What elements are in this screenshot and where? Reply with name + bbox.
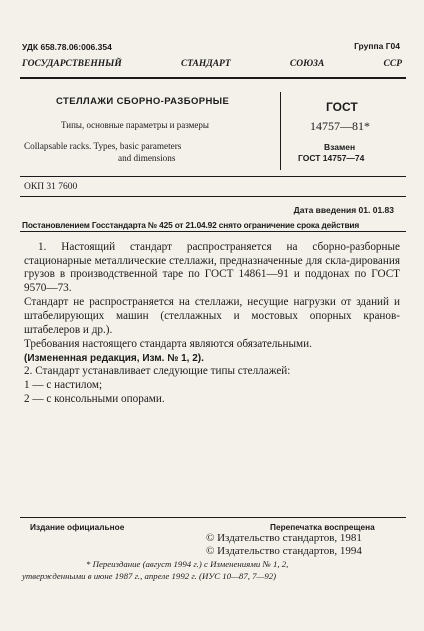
decree-note: Постановлением Госстандарта № 425 от 21.04.92 снято ограничение срока действия	[22, 220, 360, 230]
copyright-1994: © Издательство стандартов, 1994	[206, 545, 362, 557]
title-ru-sub: Типы, основные параметры и размеры	[61, 120, 209, 130]
footer-rule	[20, 517, 406, 518]
udk-code: УДК 658.78.06:006.354	[22, 42, 112, 52]
title-divider	[280, 92, 281, 170]
okp-code: ОКП 31 7600	[24, 182, 78, 192]
paragraph-exclusions: Стандарт не распространяется на стеллажи, несущие нагрузки от зданий и штабелирующих машин (стеллажных и мостовых опорных кранов-штабелеров и др.).	[24, 296, 400, 336]
reissue-note-line1: * Переиздание (август 1994 г.) с Изменениями № 1, 2,	[86, 559, 289, 569]
official-edition: Издание официальное	[30, 522, 125, 532]
type-item-2: 2 — с консольными опорами.	[24, 392, 165, 405]
paragraph-scope: 1. Настоящий стандарт распространяется на сборно-разборные стационарные металлические стеллажи, предназначенные для скла-дирования грузов в производственной таре по ГОСТ 14861—91 и поддонах по ГОСТ 9570—73.	[24, 241, 400, 294]
decree-rule	[20, 231, 406, 232]
header-rule	[20, 77, 406, 79]
paragraph-mandatory: Требования настоящего стандарта являются обязательными.	[24, 338, 312, 351]
type-item-1: 1 — с настилом;	[24, 378, 103, 391]
copyright-1981: © Издательство стандартов, 1981	[206, 532, 362, 544]
group-code: Группа Г04	[354, 41, 400, 51]
gost-number: 14757—81*	[310, 119, 370, 133]
standard-body: ГОСУДАРСТВЕННЫЙ СТАНДАРТ СОЮЗА ССР	[22, 59, 402, 69]
okp-rule	[20, 196, 406, 197]
edition-note: (Измененная редакция, Изм. № 1, 2).	[24, 352, 204, 364]
title-en-line1: Collapsable racks. Types, basic parameters	[24, 141, 182, 151]
replaces-gost: ГОСТ 14757—74	[298, 153, 365, 163]
reissue-note-line2: утвержденными в июне 1987 г., апреле 1992 г. (ИУС 10—87, 7—92)	[22, 571, 277, 581]
reprint-prohibited: Перепечатка воспрещена	[270, 522, 375, 532]
title-bottom-rule	[20, 176, 406, 177]
title-ru-main: СТЕЛЛАЖИ СБОРНО-РАЗБОРНЫЕ	[56, 96, 230, 107]
paragraph-types: 2. Стандарт устанавливает следующие типы стеллажей:	[24, 365, 291, 378]
gost-label: ГОСТ	[326, 100, 358, 114]
replaces-label: Взамен	[324, 142, 356, 152]
body-text	[24, 241, 400, 406]
title-en-line2: and dimensions	[118, 153, 176, 163]
intro-date: Дата введения 01. 01.83	[293, 205, 394, 215]
